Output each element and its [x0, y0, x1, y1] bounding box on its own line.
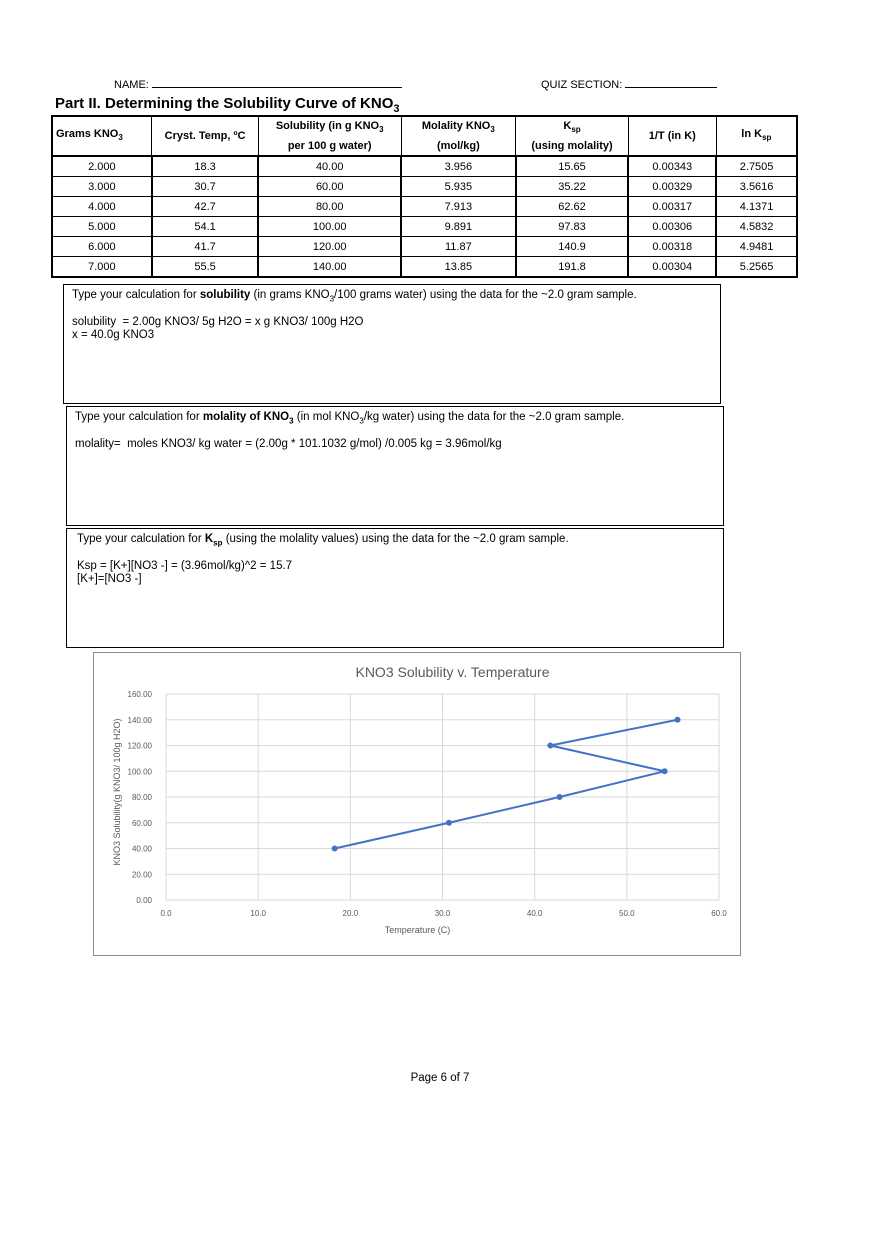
x-tick-label: 60.0: [711, 909, 727, 918]
quiz-section-label: QUIZ SECTION:: [541, 79, 623, 91]
col-header-grams: Grams $KNO_3$: [52, 116, 152, 156]
x-tick-label: 40.0: [526, 909, 543, 918]
molality-answer-line: molality= moles KNO3/ kg water = (2.00g * 101.1032 g/mol) /0.005 kg = 3.96mol/kg: [75, 438, 502, 451]
col-header-solubility: Solubility (in g $KNO_3$ per 100 g water): [258, 116, 401, 156]
table-row: 7.000 55.5 140.00 13.85 191.8 0.00304 5.2565: [52, 257, 797, 278]
solubility-calculation-box[interactable]: [63, 284, 721, 404]
name-blank-line[interactable]: [152, 87, 402, 88]
x-tick-label: 30.0: [434, 909, 451, 918]
x-tick-label: 50.0: [619, 909, 635, 918]
quiz-section-blank-line[interactable]: [625, 87, 717, 88]
y-tick-label: 140.00: [127, 715, 152, 725]
x-axis-label: Temperature (C): [384, 925, 451, 935]
ksp-calculation-box[interactable]: [66, 528, 724, 648]
series-line: [335, 720, 678, 849]
solubility-answer-line: solubility = 2.00g KNO3/ 5g H2O = x g KNO3/ 100g H2O: [72, 316, 364, 329]
solubility-data-table: [51, 115, 798, 278]
section-title: Part II. Determining the Solubility Curve of $KNO_3$: [55, 95, 400, 115]
data-point: [446, 820, 452, 826]
ksp-answer-line: [K+]=[NO3 -]: [77, 573, 142, 586]
ksp-prompt: Type your calculation for $K_{sp}$ (using the molality values) using the data for the ~2.0 gram sample.: [77, 533, 569, 548]
data-point: [332, 846, 338, 852]
y-tick-label: 80.00: [131, 793, 152, 802]
ksp-answer-line: Ksp = [K+][NO3 -] = (3.96mol/kg)^2 = 15.7: [77, 560, 293, 573]
col-header-inverse-temp: 1/T (in K): [628, 116, 716, 156]
table-row: 6.000 41.7 120.00 11.87 140.9 0.00318 4.9481: [52, 237, 797, 257]
x-tick-label: 10.0: [250, 909, 266, 918]
y-tick-label: 160.00: [127, 690, 152, 699]
col-header-ksp: $K_{sp}$ (using molality): [516, 116, 629, 156]
quiz-section-field: [541, 79, 717, 91]
col-header-molality: Molality $KNO_3$ (mol/kg): [401, 116, 516, 156]
x-tick-label: 20.0: [342, 909, 359, 918]
y-axis-label: KNO3 Solubility(g KNO3/ 100g H2O): [112, 718, 122, 866]
x-tick-label: 0.0: [160, 909, 172, 918]
data-point: [662, 768, 668, 774]
table-row: 4.000 42.7 80.00 7.913 62.62 0.00317 4.1371: [52, 197, 797, 217]
col-header-temp: Cryst. Temp, ºC: [152, 116, 259, 156]
table-row: 3.000 30.7 60.00 5.935 35.22 0.00329 3.5616: [52, 177, 797, 197]
page-number: Page 6 of 7: [410, 1072, 470, 1084]
col-header-ln-ksp: $\ln K_{sp}$: [716, 116, 797, 156]
y-tick-label: 40.00: [131, 844, 152, 854]
y-tick-label: 0.00: [136, 896, 152, 905]
solubility-prompt: Type your calculation for solubility (in grams $KNO_3/100$ grams water) using the data for the ~2.0 gram sample.: [72, 289, 637, 304]
table-row: 2.000 18.3 40.00 3.956 15.65 0.00343 2.7505: [52, 156, 797, 177]
molality-calculation-box[interactable]: [66, 406, 724, 526]
chart-title: KNO3 Solubility v. Temperature: [355, 664, 550, 680]
name-label: NAME:: [114, 79, 149, 91]
solubility-chart-svg: [94, 653, 740, 955]
data-point: [557, 794, 563, 800]
name-field: [114, 79, 402, 91]
data-point: [547, 743, 553, 749]
y-tick-label: 60.00: [131, 818, 152, 828]
y-tick-label: 100.00: [127, 767, 152, 777]
table-row: 5.000 54.1 100.00 9.891 97.83 0.00306 4.5832: [52, 217, 797, 237]
y-tick-label: 20.00: [131, 870, 152, 880]
solubility-answer-line: x = 40.0g KNO3: [72, 329, 155, 342]
data-point: [675, 717, 681, 723]
y-tick-label: 120.00: [127, 741, 152, 751]
solubility-chart: [93, 652, 741, 956]
table-header-row: [52, 116, 797, 156]
molality-prompt: Type your calculation for molality of $KNO_3$ (in mol $KNO_3/kg$ water) using the data for the ~2.0 gram sample.: [75, 411, 625, 426]
